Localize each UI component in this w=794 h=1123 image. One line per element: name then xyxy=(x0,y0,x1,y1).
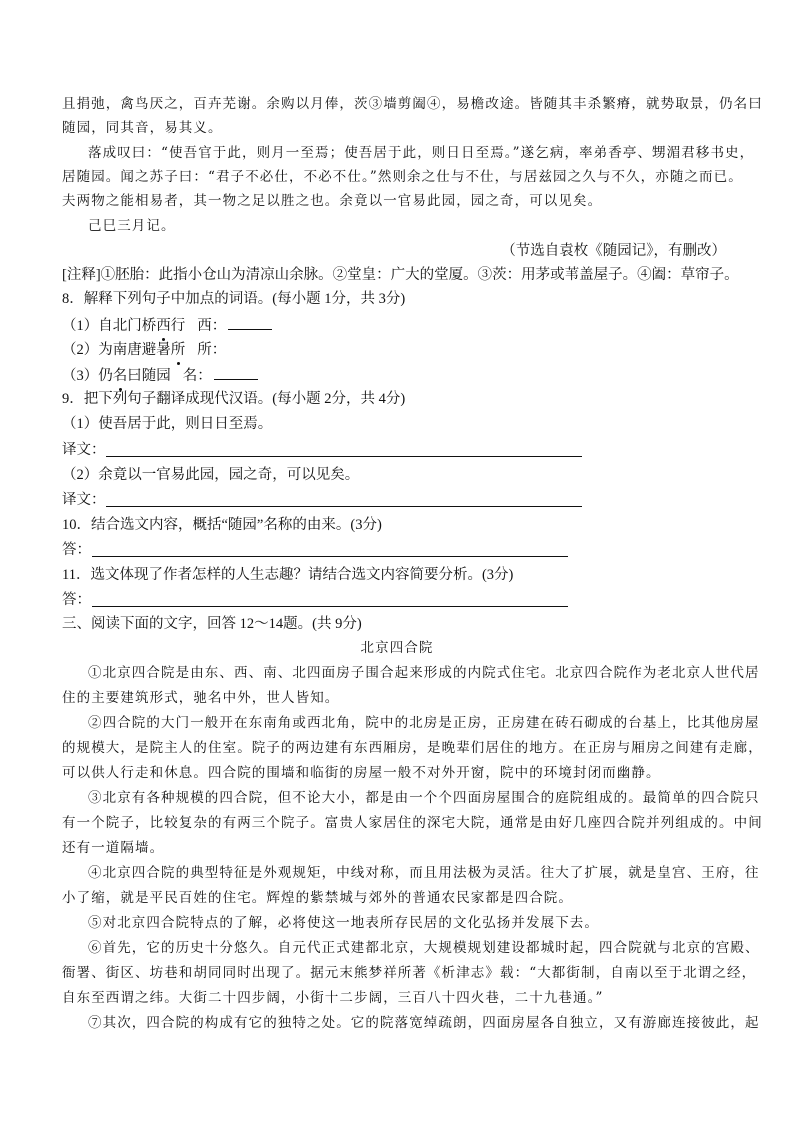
article-line: ⑤对北京四合院特点的了解，必将使这一地表所存民居的文化弘扬并发展下去。 xyxy=(88,915,599,931)
q8-item-1-answer-blank[interactable] xyxy=(228,315,272,330)
section3-heading: 三、阅读下面的文字，回答 12～14题。(共 9分) xyxy=(62,616,362,632)
q8-item-2-dotted-word: 所 xyxy=(170,342,186,358)
q10-answer-line[interactable] xyxy=(92,556,568,557)
article-line: 的规模大，是院主人的住室。院子的两边建有东西厢房，是晚辈们居住的地方。在正房与厢房之间建有走廊， xyxy=(62,740,763,756)
article-line: ③北京有各种规模的四合院，但不论大小，都是由一个个四面房屋围合的庭院组成的。最简单的四合院只 xyxy=(88,790,760,806)
passage-line: 随园，同其音，易其义。 xyxy=(62,120,223,136)
article-line: 还有一道隔墙。 xyxy=(62,840,165,856)
article-line: 有一个院子，比较复杂的有两三个院子。富贵人家居住的深宅大院，通常是由好几座四合院并列组成的。中间 xyxy=(62,815,763,831)
article-line: 衙署、街区、坊巷和胡同同时出现了。据元末熊梦祥所著《析津志》载：“大都街制，自南以至于北谓之经， xyxy=(62,965,757,981)
q10-answer-label: 答： xyxy=(62,542,91,558)
article-line: ⑦其次，四合院的构成有它的独特之处。它的院落宽绰疏朗，四面房屋各自独立，又有游廊连接彼此，起 xyxy=(88,1015,760,1031)
q9-translation-2-label: 译文： xyxy=(62,492,106,508)
q11-answer-label: 答： xyxy=(62,592,91,608)
q9-translation-2-line[interactable] xyxy=(106,506,582,507)
article-line: ⑥首先，它的历史十分悠久。自元代正式建都北京，大规模规划建设都城时起，四合院就与北京的宫殿、 xyxy=(88,940,760,956)
article-line: ①北京四合院是由东、西、南、北四面房子围合起来形成的内院式住宅。北京四合院作为老北京人世代居 xyxy=(88,665,760,681)
passage-line: 居随园。闻之苏子曰：“君子不必仕，不必不仕。”然则余之仕与不仕，与居兹园之久与不久，亦随之而已。 xyxy=(62,169,743,185)
q9-sentence-2: （2）余竟以一官易此园，园之奇，可以见矣。 xyxy=(62,467,360,483)
q8-stem: 8．解释下列句子中加点的词语。(每小题 1分，共 3分) xyxy=(62,291,406,307)
article-line: ②四合院的大门一般开在东南角或西北角，院中的北房是正房，正房建在砖石砌成的台基上，比其他房屋 xyxy=(88,715,760,731)
q8-item-1-dotted-word: 西 xyxy=(156,318,171,334)
q11-stem: 11．选文体现了作者怎样的人生志趣？请结合选文内容简要分析。(3分) xyxy=(62,567,514,583)
article-line: 可以供人行走和休息。四合院的围墙和临街的房屋一般不对外开窗，院中的环境封闭而幽静。 xyxy=(62,765,661,781)
passage-line: 落成叹曰：“使吾官于此，则月一至焉；使吾居于此，则日日至焉。”遂乞病，率弟香亭、甥湄君移书史， xyxy=(88,145,755,161)
article-title: 北京四合院 xyxy=(360,640,434,656)
q9-translation-1-label: 译文： xyxy=(62,442,106,458)
q8-item-2-pre: （2）为南唐避暑 xyxy=(62,342,171,358)
q8-item-3-pre: （3）仍 xyxy=(62,368,113,384)
q8-item-2-word: 所： xyxy=(197,342,227,358)
q9-stem: 9．把下列句子翻译成现代汉语。(每小题 2分，共 4分) xyxy=(62,391,406,407)
q8-item-3-post: 曰随园 xyxy=(127,368,171,384)
q8-item-3-word: 名： xyxy=(182,368,212,384)
passage-line: 己巳三月记。 xyxy=(88,218,176,234)
q9-translation-1-line[interactable] xyxy=(106,456,582,457)
q8-item-3-dotted-word: 名 xyxy=(112,368,128,384)
article-line: 自东至西谓之纬。大街二十四步阔，小街十二步阔，三百八十四火巷，二十九巷通。” xyxy=(62,990,604,1006)
q8-item-1-word: 西： xyxy=(197,318,227,334)
q8-item-2 xyxy=(62,340,226,360)
q9-sentence-1: （1）使吾居于此，则日日至焉。 xyxy=(62,416,273,432)
q10-stem: 10．结合选文内容，概括“随园”名称的由来。(3分) xyxy=(62,517,382,533)
q8-item-3 xyxy=(62,365,258,386)
article-line: ④北京四合院的典型特征是外观规矩，中线对称，而且用法极为灵活。往大了扩展，就是皇宫、王府，往 xyxy=(88,865,760,881)
q11-answer-line[interactable] xyxy=(92,606,568,607)
article-line: 小了缩，就是平民百姓的住宅。辉煌的紫禁城与郊外的普通农民家都是四合院。 xyxy=(62,890,573,906)
passage-line: 且捐弛，禽鸟厌之，百卉芜谢。余购以月俸，茨③墙剪阖④，易檐改途。皆随其丰杀繁瘠，就势取景，仍名曰 xyxy=(62,96,763,112)
passage-source: （节选自袁枚《随园记》，有删改） xyxy=(501,243,726,259)
q8-item-1-post: 行 xyxy=(170,318,186,334)
q8-item-1-pre: （1）自北门桥 xyxy=(62,318,157,334)
q8-item-1 xyxy=(62,315,272,336)
passage-line: 夫两物之能相易者，其一物之足以胜之也。余竟以一官易此园，园之奇，可以见矣。 xyxy=(62,193,603,209)
article-line: 住的主要建筑形式，驰名中外，世人皆知。 xyxy=(62,690,340,706)
q8-item-3-answer-blank[interactable] xyxy=(214,365,258,380)
passage-notes: [注释]①胚胎：此指小仓山为清凉山余脉。②堂皇：广大的堂厦。③茨：用茅或苇盖屋子。④阖：草帘子。 xyxy=(62,267,739,283)
